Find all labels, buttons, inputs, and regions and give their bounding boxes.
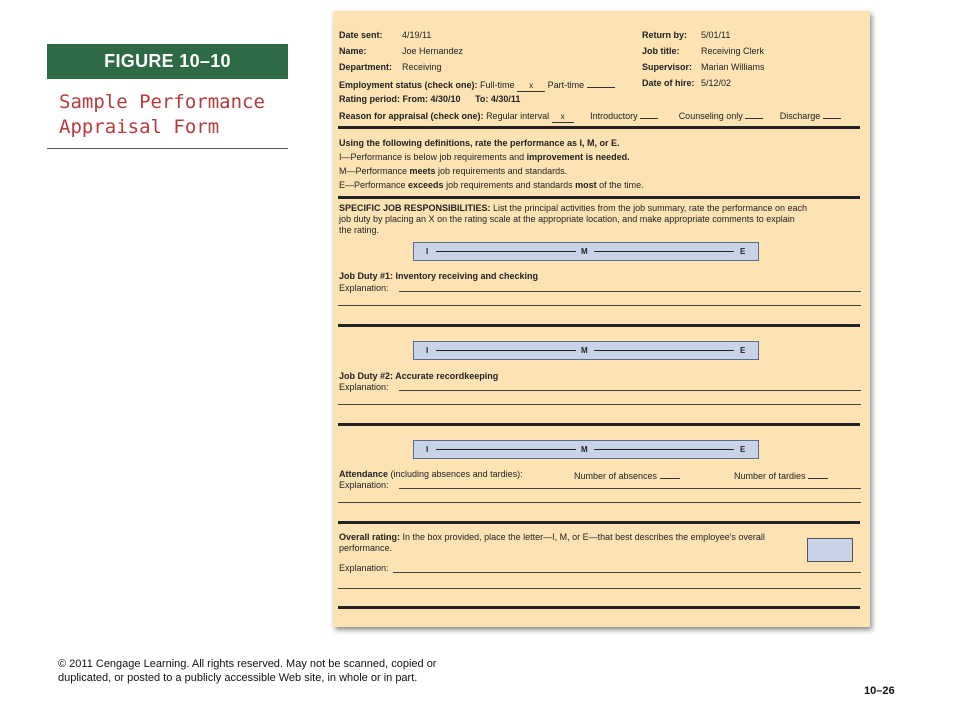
scale-3-i: I [426, 445, 429, 454]
figure-number-badge [47, 44, 288, 79]
definition-e-mid: job requirements and standards [443, 180, 576, 190]
definition-m-text: M—Performance [339, 166, 410, 176]
definition-e-suffix: of the time. [596, 180, 644, 190]
part-time-checkbox[interactable] [587, 78, 615, 88]
definition-m-suffix: job requirements and standards. [435, 166, 568, 176]
copyright-notice: © 2011 Cengage Learning. All rights reserved. May not be scanned, copied or duplicated, or posted to a publicly accessible Web site, in whole or in part. [58, 658, 437, 684]
tardies-group [734, 469, 828, 482]
scale-3-line-a [436, 449, 576, 450]
overall-rating-text [339, 532, 789, 554]
full-time-label: Full-time [480, 80, 515, 90]
overall-rating-instructions: In the box provided, place the letter—I, M, or E—that best describes the employee's overall performance. [339, 532, 765, 553]
rating-to-value: 4/30/11 [490, 94, 521, 104]
scale-3-line-b [594, 449, 734, 450]
full-time-checkbox[interactable]: x [517, 82, 545, 92]
divider-6 [338, 606, 860, 609]
supervisor-label: Supervisor: [642, 62, 693, 72]
attendance-explanation-line-2[interactable] [338, 502, 861, 503]
rating-scale-2[interactable] [413, 341, 759, 360]
duty-2-explanation-line-1[interactable] [399, 390, 861, 391]
definition-m [339, 166, 567, 177]
duty-2-explanation-label: Explanation: [339, 382, 389, 392]
definition-m-bold: meets [409, 166, 436, 176]
divider-2 [338, 196, 860, 199]
scale-1-m: M [581, 247, 588, 256]
employment-status-label: Employment status (check one): [339, 80, 478, 90]
scale-1-line-a [436, 251, 576, 252]
overall-rating-box[interactable] [807, 538, 853, 562]
date-of-hire-value: 5/12/02 [701, 78, 732, 88]
duty-1-explanation-line-1[interactable] [399, 291, 861, 292]
specific-responsibilities-heading: SPECIFIC JOB RESPONSIBILITIES: [339, 203, 491, 213]
name-value: Joe Hernandez [402, 46, 464, 56]
definition-i [339, 152, 630, 163]
tardies-field[interactable] [808, 469, 828, 479]
definition-e-bold: exceeds [408, 180, 444, 190]
duty-1-explanation-label: Explanation: [339, 283, 389, 293]
attendance-label: Attendance [339, 469, 389, 479]
divider-3 [338, 324, 860, 327]
rating-period-row [339, 94, 520, 105]
figure-number: FIGURE 10–10 [104, 51, 231, 71]
part-time-label: Part-time [547, 80, 585, 90]
definition-i-bold: improvement is needed. [526, 152, 630, 162]
scale-2-line-b [594, 350, 734, 351]
rating-from-value: 4/30/10 [430, 94, 461, 104]
scale-2-i: I [426, 346, 429, 355]
return-by-value: 5/01/11 [701, 30, 731, 40]
department-value: Receiving [402, 62, 442, 72]
duty-2-explanation-line-2[interactable] [338, 404, 861, 405]
counseling-only-label: Counseling only [678, 111, 743, 121]
name-label: Name: [339, 46, 367, 56]
definition-e [339, 180, 644, 191]
specific-responsibilities-text [339, 203, 809, 236]
introductory-checkbox[interactable] [640, 109, 658, 119]
page-number: 10–26 [864, 685, 895, 697]
discharge-checkbox[interactable] [823, 109, 841, 119]
duty-1-explanation-line-2[interactable] [338, 305, 861, 306]
employment-status-row [339, 78, 615, 92]
scale-1-i: I [426, 247, 429, 256]
figure-title-underline [47, 148, 288, 149]
overall-explanation-line-1[interactable] [393, 572, 861, 573]
divider-5 [338, 521, 860, 524]
date-of-hire-label: Date of hire: [642, 78, 695, 88]
absences-label: Number of absences [574, 471, 658, 481]
figure-title [59, 90, 288, 140]
definition-e-text: E—Performance [339, 180, 409, 190]
job-duty-2: Job Duty #2: Accurate recordkeeping [339, 371, 499, 381]
rating-period-label: Rating period: From: [339, 94, 428, 104]
overall-explanation-line-2[interactable] [338, 588, 861, 589]
tardies-label: Number of tardies [734, 471, 806, 481]
divider-1 [338, 126, 860, 129]
attendance-explanation-label: Explanation: [339, 480, 389, 490]
figure-title-line-1: Sample Performance [59, 91, 265, 113]
job-title-value: Receiving Clerk [701, 46, 765, 56]
reason-label: Reason for appraisal (check one): [339, 111, 484, 121]
scale-1-line-b [594, 251, 734, 252]
scale-2-line-a [436, 350, 576, 351]
counseling-only-checkbox[interactable] [745, 109, 763, 119]
absences-field[interactable] [660, 469, 680, 479]
date-sent-label: Date sent: [339, 30, 383, 40]
supervisor-value: Marian Williams [701, 62, 765, 72]
definition-i-text: I—Performance is below job requirements and [339, 152, 527, 162]
scale-2-e: E [740, 346, 746, 355]
definitions-heading: Using the following definitions, rate the performance as I, M, or E. [339, 138, 620, 148]
return-by-label: Return by: [642, 30, 687, 40]
discharge-label: Discharge [779, 111, 821, 121]
attendance-explanation-line-1[interactable] [399, 488, 861, 489]
overall-rating-label: Overall rating: [339, 532, 401, 542]
attendance-row [339, 469, 523, 480]
rating-to-label: To: [475, 94, 489, 104]
rating-scale-1[interactable] [413, 242, 759, 261]
introductory-label: Introductory [590, 111, 638, 121]
reason-row [339, 109, 841, 123]
attendance-description: (including absences and tardies): [388, 469, 523, 479]
figure-title-line-2: Appraisal Form [59, 116, 220, 138]
appraisal-form [333, 11, 870, 627]
regular-interval-label: Regular interval [486, 111, 550, 121]
job-duty-1: Job Duty #1: Inventory receiving and checking [339, 271, 539, 281]
overall-explanation-label: Explanation: [339, 563, 389, 573]
absences-group [574, 469, 680, 482]
divider-4 [338, 423, 860, 426]
scale-3-m: M [581, 445, 588, 454]
rating-scale-3[interactable] [413, 440, 759, 459]
scale-3-e: E [740, 445, 746, 454]
scale-2-m: M [581, 346, 588, 355]
specific-responsibilities-body: List the principal activities from the job summary, rate the performance on each job duty by placing an X on the rating scale at the appropriate location, and make appropriate comments to explain the rating. [339, 203, 808, 235]
definition-e-bold-2: most [575, 180, 597, 190]
department-label: Department: [339, 62, 393, 72]
regular-interval-checkbox[interactable]: x [552, 113, 574, 123]
job-title-label: Job title: [642, 46, 680, 56]
scale-1-e: E [740, 247, 746, 256]
date-sent-value: 4/19/11 [402, 30, 432, 40]
